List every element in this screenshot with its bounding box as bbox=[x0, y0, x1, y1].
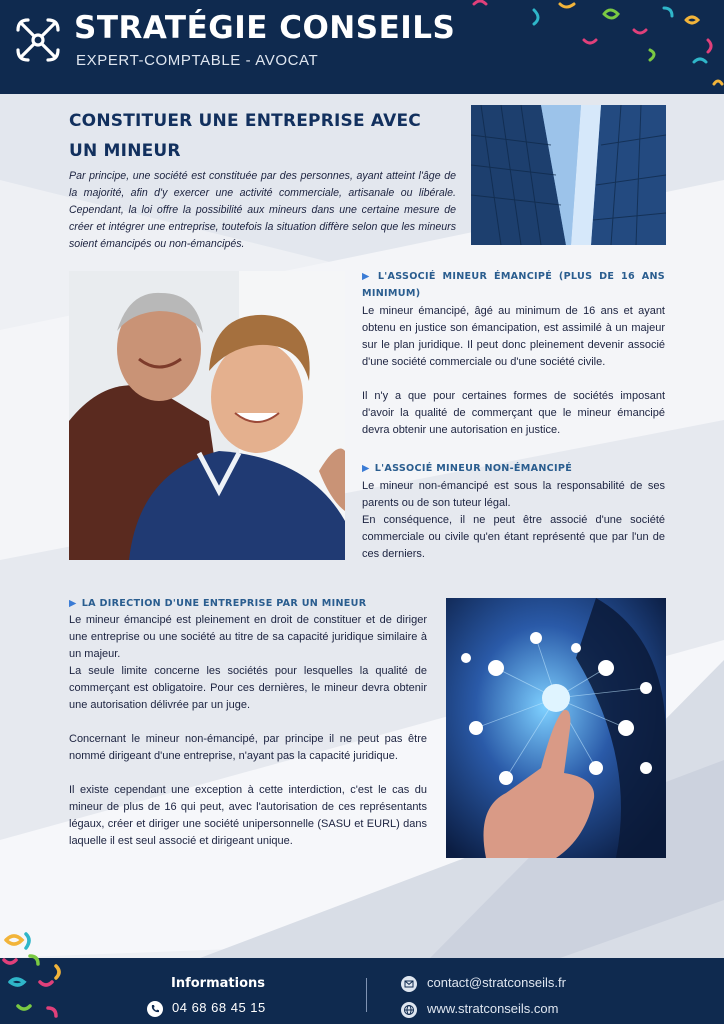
decorative-confetti bbox=[0, 930, 80, 1024]
section-heading-emancipe: ▶ L'ASSOCIÉ MINEUR ÉMANCIPÉ (PLUS DE 16 ANS MINIMUM) bbox=[362, 271, 665, 299]
arrow-bullet-icon: ▶ bbox=[69, 598, 77, 609]
section-text-emancipe bbox=[362, 303, 665, 439]
paragraph: Le mineur non-émancipé est sous la responsabilité de ses parents ou de son tuteur légal. bbox=[362, 480, 665, 509]
email-icon bbox=[401, 976, 417, 992]
section-text-direction bbox=[69, 612, 427, 850]
paragraph: En conséquence, il ne peut être associé d'une société commerciale ou civile qu'en étant représenté que par l'un de ces derniers. bbox=[362, 514, 665, 560]
article-intro: Par principe, une société est constituée par des personnes, ayant atteint l'âge de la majorité, afin d'y exercer une activité commerciale, artisanale ou libérale. Cependant, la loi offre la possibilité aux mineurs dans une certaine mesure de créer et intégrer une entreprise, toutefois la situation diffère selon que les mineurs soient émancipés ou non-émancipés. bbox=[69, 170, 456, 250]
section-heading-direction: ▶ LA DIRECTION D'UNE ENTREPRISE PAR UN MINEUR bbox=[69, 598, 367, 609]
phone-icon bbox=[147, 1001, 163, 1017]
footer-website[interactable]: www.stratconseils.com bbox=[427, 1001, 559, 1016]
article-content bbox=[0, 94, 724, 930]
paragraph: Concernant le mineur non-émancipé, par principe il ne peut pas être nommé dirigeant d'une entreprise, n'ayant pas la capacité juridique. bbox=[69, 733, 427, 762]
network-touch-photo bbox=[446, 598, 666, 858]
cross-knot-logo-icon bbox=[14, 16, 62, 64]
skyscrapers-photo bbox=[471, 105, 666, 245]
decorative-confetti bbox=[464, 0, 724, 94]
brand-name: STRATÉGIE CONSEILS bbox=[74, 10, 456, 46]
paragraph: Le mineur émancipé est pleinement en droit de constituer et de diriger une entreprise ou une société au titre de sa capacité juridique similaire à un majeur. bbox=[69, 614, 427, 660]
footer-banner bbox=[0, 958, 724, 1024]
footer-title: Informations bbox=[171, 976, 266, 991]
arrow-bullet-icon: ▶ bbox=[362, 271, 373, 282]
footer-phone[interactable]: 04 68 68 45 15 bbox=[172, 1000, 266, 1015]
brand-subtitle: EXPERT-COMPTABLE - AVOCAT bbox=[76, 52, 319, 69]
footer-divider bbox=[366, 978, 367, 1012]
section-text-non-emancipe bbox=[362, 478, 665, 563]
globe-icon bbox=[401, 1002, 417, 1018]
paragraph: Il existe cependant une exception à cette interdiction, c'est le cas du mineur de plus de 16 qui peut, avec l'autorisation de ces représentants légaux, créer et diriger une société unipersonnelle (SASU et EURL) dans laquelle il est seul associé et dirigeant unique. bbox=[69, 784, 427, 847]
paragraph: Il n'y a que pour certaines formes de sociétés imposant d'avoir la qualité de commerçant que le mineur émancipé devra obtenir une autorisation en justice. bbox=[362, 390, 665, 436]
paragraph: La seule limite concerne les sociétés pour lesquelles la qualité de commerçant est obligatoire. Pour ces dernières, le mineur devra obtenir une autorisation délivrée par un juge. bbox=[69, 665, 427, 711]
father-son-photo bbox=[69, 271, 345, 560]
header-banner bbox=[0, 0, 724, 94]
article-title: CONSTITUER UNE ENTREPRISE AVEC UN MINEUR bbox=[69, 111, 421, 161]
arrow-bullet-icon: ▶ bbox=[362, 463, 370, 474]
footer-email[interactable]: contact@stratconseils.fr bbox=[427, 975, 566, 990]
section-heading-non-emancipe: ▶ L'ASSOCIÉ MINEUR NON-ÉMANCIPÉ bbox=[362, 463, 573, 474]
paragraph: Le mineur émancipé, âgé au minimum de 16 ans et ayant obtenu en justice son émancipation, est assimilé à un majeur sur le plan juridique. Il peut donc pleinement devenir associé d'une société commerciale ou d'une société civile. bbox=[362, 305, 665, 368]
